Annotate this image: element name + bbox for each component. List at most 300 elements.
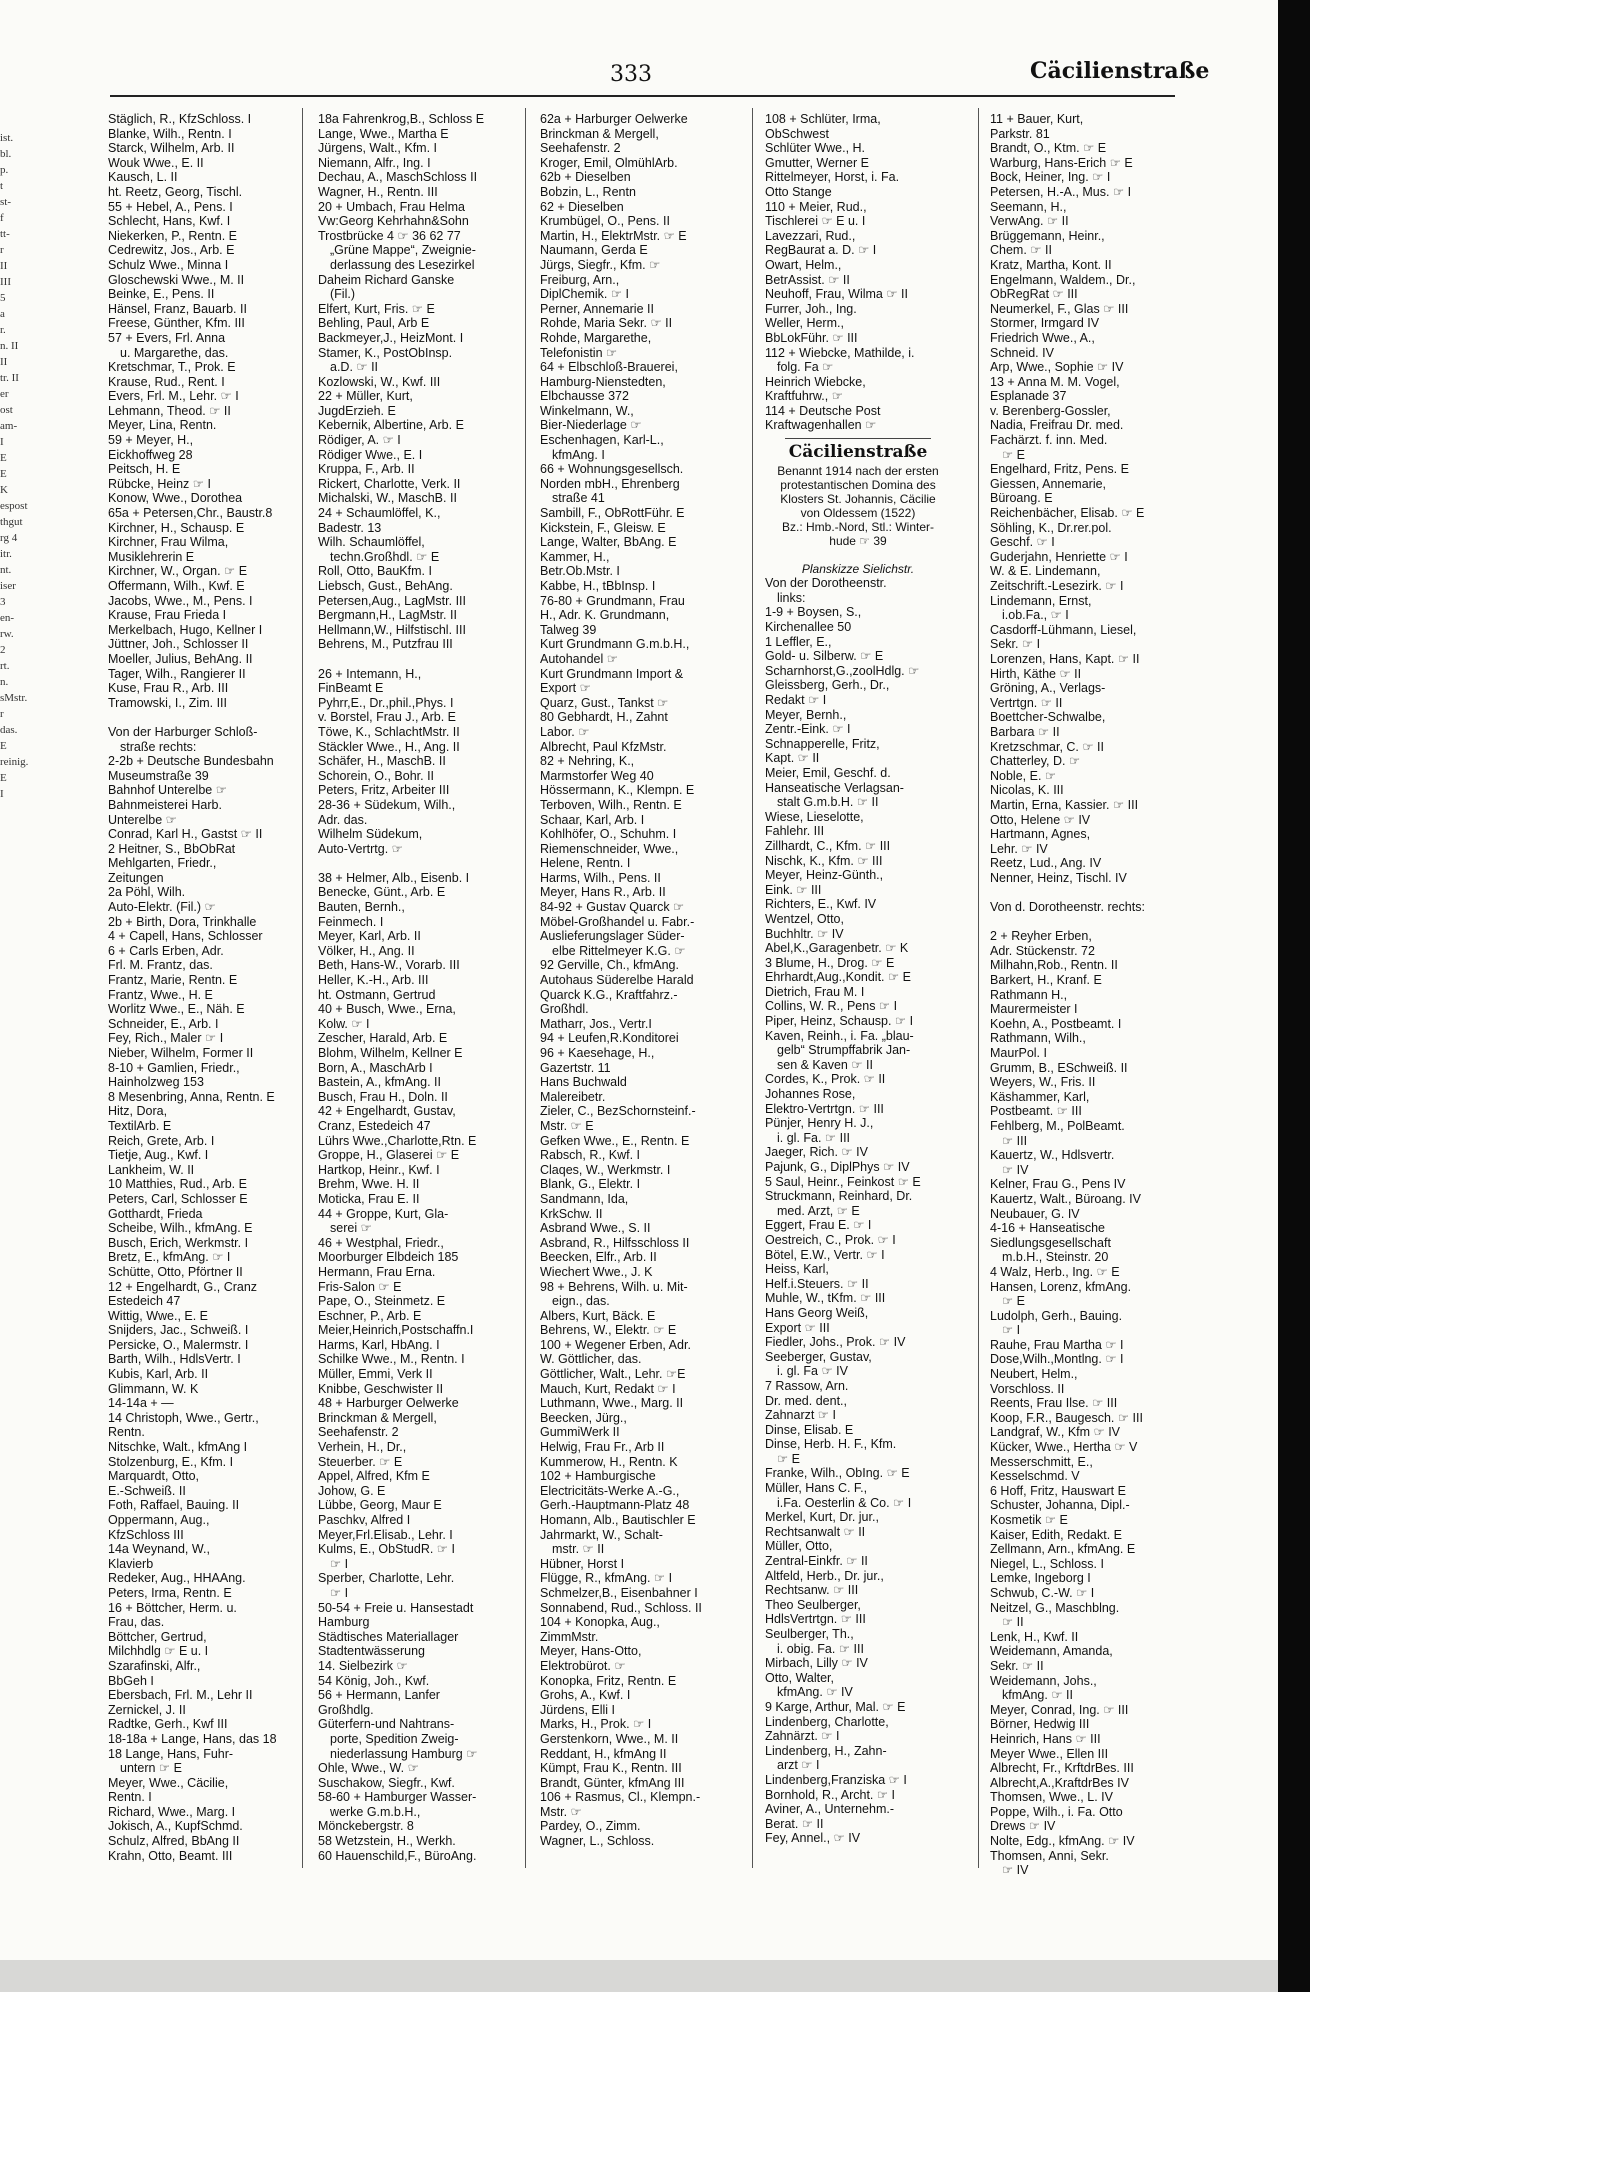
directory-entry: Lindemann, Ernst, — [990, 593, 1092, 608]
directory-entry: Kauertz, Walt., Büroang. IV — [990, 1191, 1141, 1206]
directory-entry: Brüggemann, Heinr., — [990, 228, 1105, 243]
directory-entry: untern ☞ E — [120, 1761, 182, 1776]
directory-entry: Hansen, Lorenz, kfmAng. — [990, 1279, 1132, 1294]
directory-entry: Lorenzen, Hans, Kapt. ☞ II — [990, 651, 1140, 666]
directory-entry: ☞ III — [1002, 1133, 1028, 1148]
directory-entry: Blanke, Wilh., Rentn. I — [108, 126, 232, 141]
directory-entry: Lührs Wwe.,Charlotte,Rtn. E — [318, 1133, 477, 1148]
margin-fragment: sMstr. — [0, 692, 28, 704]
directory-entry: 55 + Hebel, A., Pens. I — [108, 199, 233, 214]
directory-entry: Lankheim, W. II — [108, 1162, 195, 1177]
directory-entry: werke G.m.b.H., — [330, 1804, 421, 1819]
directory-entry: Schlecht, Hans, Kwf. I — [108, 214, 231, 229]
directory-entry: ObRegRat ☞ III — [990, 287, 1078, 302]
directory-entry: VerwAng. ☞ II — [990, 214, 1069, 229]
margin-fragment: ost — [0, 404, 13, 416]
directory-entry: Moorburger Elbdeich 185 — [318, 1250, 459, 1265]
directory-entry: med. Arzt, ☞ E — [777, 1203, 860, 1218]
directory-entry: Frantz, Wwe., H. E — [108, 987, 213, 1002]
directory-entry: Auto-Vertrtg. ☞ — [318, 841, 403, 856]
directory-entry: Schwub, C.-W. ☞ I — [990, 1585, 1095, 1600]
directory-entry: porte, Spedition Zweig- — [330, 1731, 459, 1746]
directory-entry: Peters, Carl, Schlosser E — [108, 1191, 248, 1206]
directory-entry: ☞ I — [1002, 1323, 1021, 1338]
directory-entry: Tischlerei ☞ E u. I — [765, 214, 866, 229]
directory-entry: Wagner, L., Schloss. — [540, 1834, 655, 1849]
directory-entry: Milchhdlg ☞ E u. I — [108, 1644, 209, 1659]
directory-entry: Bier-Niederlage ☞ — [540, 418, 642, 433]
directory-entry: Rittelmeyer, Horst, i. Fa. — [765, 170, 900, 185]
directory-entry — [990, 885, 1176, 900]
directory-entry: Söhling, K., Dr.rer.pol. — [990, 520, 1112, 535]
directory-entry: Thomsen, Anni, Sekr. — [990, 1848, 1109, 1863]
directory-entry: Autohandel ☞ — [540, 651, 618, 666]
directory-entry: 94 + Leufen,R.Konditorei — [540, 1031, 679, 1046]
directory-entry: Norden mbH., Ehrenberg — [540, 476, 680, 491]
directory-entry: HdlsVertrtgn. ☞ III — [765, 1612, 866, 1627]
directory-entry: 1 Leffler, E., — [765, 634, 832, 649]
directory-entry: Starck, Wilhelm, Arb. II — [108, 141, 235, 156]
directory-entry: Rentn. — [108, 1425, 145, 1440]
directory-entry: 9 Karge, Arthur, Mal. ☞ E — [765, 1699, 906, 1714]
directory-entry: Schneider, E., Arb. I — [108, 1016, 219, 1031]
directory-entry: ☞ I — [330, 1585, 349, 1600]
directory-entry: i. gl. Fa. ☞ III — [777, 1130, 851, 1145]
directory-entry: Grumm, B., ESchweiß. II — [990, 1060, 1128, 1075]
directory-entry: Kretschmar, T., Prok. E — [108, 360, 236, 375]
street-intro-line: Benannt 1914 nach der ersten — [777, 463, 939, 478]
directory-entry: 14a Weynand, W., — [108, 1542, 210, 1557]
directory-entry: ☞ E — [1002, 1294, 1026, 1309]
directory-entry: Richard, Wwe., Marg. I — [108, 1804, 236, 1819]
directory-entry: Hainholzweg 153 — [108, 1075, 204, 1090]
directory-entry: Beinke, E., Pens. II — [108, 287, 215, 302]
directory-entry: 5 Saul, Heinr., Feinkost ☞ E — [765, 1174, 921, 1189]
directory-entry: Rauhe, Frau Martha ☞ I — [990, 1337, 1124, 1352]
directory-entry: Reents, Frau Ilse. ☞ III — [990, 1396, 1118, 1411]
directory-entry: Eschenhagen, Karl-L., — [540, 433, 664, 448]
directory-entry: ht. Reetz, Georg, Tischl. — [108, 184, 243, 199]
directory-entry: Cordes, K., Prok. ☞ II — [765, 1072, 886, 1087]
margin-fragment: am- — [0, 420, 18, 432]
directory-entry: Seulberger, Th., — [765, 1627, 854, 1641]
directory-entry: Konopka, Fritz, Rentn. E — [540, 1673, 677, 1688]
directory-entry: Giessen, Annemarie, — [990, 476, 1107, 491]
directory-entry: Asbrand, R., Hilfsschloss II — [540, 1235, 690, 1250]
directory-entry: 76-80 + Grundmann, Frau — [540, 593, 685, 608]
directory-entry: 16 + Böttcher, Herm. u. — [108, 1600, 237, 1615]
directory-entry: Schulz Wwe., Minna I — [108, 257, 229, 272]
directory-entry: Pyhrr,E., Dr.,phil.,Phys. I — [318, 695, 454, 710]
directory-entry: „Grüne Mappe“, Zweignie- — [330, 243, 476, 258]
directory-entry: Kruppa, F., Arb. II — [318, 462, 415, 477]
directory-entry: Export ☞ — [540, 681, 591, 696]
directory-entry: 62b + Dieselben — [540, 170, 631, 185]
directory-entry: Knibbe, Geschwister II — [318, 1381, 444, 1396]
column-divider — [752, 108, 753, 1868]
directory-column-4 — [765, 112, 951, 1846]
directory-entry: 50-54 + Freie u. Hansestadt — [318, 1600, 474, 1615]
directory-entry: Bahnmeisterei Harb. — [108, 797, 222, 812]
directory-entry: Pajunk, G., DiplPhys ☞ IV — [765, 1160, 910, 1174]
directory-entry: Ebersbach, Frl. M., Lehr II — [108, 1688, 253, 1703]
margin-fragment: itr. — [0, 548, 12, 560]
directory-entry: 22 + Müller, Kurt, — [318, 389, 413, 404]
directory-entry: Kelner, Frau G., Pens IV — [990, 1177, 1126, 1192]
directory-entry: Electricitäts-Werke A.-G., — [540, 1483, 680, 1498]
directory-entry: Labor. ☞ — [540, 724, 590, 739]
margin-fragment: rg 4 — [0, 532, 18, 544]
directory-entry: Marquardt, Otto, — [108, 1469, 200, 1484]
directory-entry: Musiklehrerin E — [108, 549, 195, 564]
directory-entry: Fris-Salon ☞ E — [318, 1279, 402, 1294]
directory-entry: Beecken, Elfr., Arb. II — [540, 1250, 657, 1265]
directory-entry: 106 + Rasmus, Cl., Klempn.- — [540, 1790, 701, 1805]
directory-entry: Rathmann, Wilh., — [990, 1031, 1086, 1046]
margin-fragment: t — [0, 180, 4, 192]
directory-entry: Reetz, Lud., Ang. IV — [990, 856, 1102, 871]
directory-entry: Möbel-Großhandel u. Fabr.- — [540, 914, 695, 929]
directory-entry: Geschf. ☞ I — [990, 535, 1055, 550]
directory-entry: Adr. das. — [318, 812, 368, 827]
directory-entry: Brandt, Günter, kfmAng III — [540, 1775, 685, 1790]
directory-entry: Asbrand Wwe., S. II — [540, 1221, 651, 1236]
directory-entry: Wiese, Lieselotte, — [765, 809, 864, 824]
directory-entry: Born, A., MaschArb I — [318, 1060, 433, 1075]
directory-entry: Theo Seulberger, — [765, 1597, 861, 1612]
directory-entry: Bornhold, R., Archt. ☞ I — [765, 1787, 896, 1802]
directory-entry: Behling, Paul, Arb E — [318, 316, 430, 331]
directory-entry: Jürgs, Siegfr., Kfm. ☞ — [540, 257, 661, 272]
directory-entry: 92 Gerville, Ch., kfmAng. — [540, 958, 679, 973]
directory-entry: 14. Sielbezirk ☞ — [318, 1658, 408, 1673]
directory-entry: Frl. M. Frantz, das. — [108, 958, 213, 973]
directory-entry: Martin, H., ElektrMstr. ☞ E — [540, 228, 687, 243]
directory-entry: 38 + Helmer, Alb., Eisenb. I — [318, 870, 470, 885]
directory-entry: m.b.H., Steinstr. 20 — [1002, 1250, 1109, 1265]
directory-entry: Elektro-Vertrtgn. ☞ III — [765, 1101, 884, 1116]
directory-entry: gelb“ Strumpffabrik Jan- — [777, 1043, 911, 1058]
directory-entry: Von d. Dorotheenstr. rechts: — [990, 900, 1145, 915]
directory-entry: Bock, Heiner, Ing. ☞ I — [990, 170, 1111, 185]
directory-entry: H., Adr. K. Grundmann, — [540, 608, 670, 623]
directory-entry: Kurt Grundmann Import & — [540, 666, 684, 681]
directory-entry: Behrens, W., Elektr. ☞ E — [540, 1323, 677, 1338]
directory-entry: 82 + Nehring, K., — [540, 754, 635, 769]
directory-entry: Bastein, A., kfmAng. II — [318, 1075, 441, 1090]
directory-entry: Müller, Hans C. F., — [765, 1481, 868, 1496]
directory-entry: Grohs, A., Kwf. I — [540, 1688, 631, 1703]
directory-entry: Eickhoffweg 28 — [108, 447, 193, 462]
directory-entry: Krahn, Otto, Beamt. III — [108, 1848, 233, 1863]
directory-entry: Malereibetr. — [540, 1089, 606, 1104]
directory-entry: Rechtsanw. ☞ III — [765, 1583, 859, 1598]
directory-entry: Dechau, A., MaschSchloss II — [318, 170, 478, 185]
directory-entry: Struckmann, Reinhard, Dr. — [765, 1189, 913, 1204]
directory-entry: MaurPol. I — [990, 1046, 1047, 1060]
directory-entry: Nitschke, Walt., kfmAng I — [108, 1440, 248, 1455]
directory-entry: Meyer,Frl.Elisab., Lehr. I — [318, 1527, 453, 1542]
directory-entry: Friedrich Wwe., A., — [990, 330, 1095, 345]
directory-entry: Vw:Georg Kehrhahn&Sohn — [318, 214, 469, 229]
section-rule — [785, 438, 931, 439]
directory-entry: Kirchner, W., Organ. ☞ E — [108, 564, 248, 579]
street-intro-line: Klosters St. Johannis, Cäcilie — [780, 491, 936, 506]
directory-entry: Terboven, Wilh., Rentn. E — [540, 797, 682, 812]
margin-fragment: p. — [0, 164, 9, 176]
directory-entry: Berat. ☞ II — [765, 1816, 824, 1831]
directory-entry: Fey, Annel., ☞ IV — [765, 1831, 861, 1846]
directory-entry: Hans Georg Weiß, — [765, 1305, 869, 1320]
directory-entry: 2-2b + Deutsche Bundesbahn — [108, 754, 274, 769]
directory-entry: Trostbrücke 4 ☞ 36 62 77 — [318, 228, 461, 243]
directory-entry: Export ☞ III — [765, 1320, 830, 1335]
directory-entry: Weidemann, Johs., — [990, 1673, 1097, 1688]
directory-entry: Niemann, Alfr., Ing. I — [318, 155, 431, 170]
directory-entry: Albers, Kurt, Bäck. E — [540, 1308, 656, 1323]
directory-entry: 54 König, Joh., Kwf. — [318, 1673, 430, 1688]
directory-entry: derlassung des Lesezirkel — [330, 257, 475, 272]
directory-entry: Riemenschneider, Wwe., — [540, 841, 679, 856]
directory-entry: Cedrewitz, Jos., Arb. E — [108, 243, 235, 258]
directory-entry: Lange, Wwe., Martha E — [318, 126, 449, 141]
margin-fragment: en- — [0, 612, 15, 624]
directory-entry: Großhdl. — [540, 1002, 589, 1017]
directory-column-5 — [990, 112, 1176, 1878]
directory-entry: Quarck K.G., Kraftfahrz.- — [540, 987, 678, 1002]
directory-entry: Michalski, W., MaschB. II — [318, 491, 457, 506]
directory-entry: Groppe, H., Glaserei ☞ E — [318, 1148, 460, 1163]
directory-entry: Lavezzari, Rud., — [765, 228, 856, 243]
directory-entry: techn.Großhdl. ☞ E — [330, 549, 440, 564]
directory-entry: Benecke, Günt., Arb. E — [318, 885, 446, 900]
directory-entry: Meyer, Hans R., Arb. II — [540, 885, 666, 900]
directory-entry: 28-36 + Südekum, Wilh., — [318, 797, 456, 812]
directory-entry: Messerschmitt, E., — [990, 1454, 1093, 1469]
directory-entry: Postbeamt. ☞ III — [990, 1104, 1082, 1119]
directory-entry: ☞ E — [1002, 447, 1026, 462]
directory-entry: Hamburg — [318, 1615, 370, 1630]
directory-entry: Albrecht, Fr., KrftdrBes. III — [990, 1761, 1134, 1776]
directory-entry: Foth, Raffael, Bauing. II — [108, 1498, 240, 1513]
directory-entry: Pape, O., Steinmetz. E — [318, 1294, 446, 1309]
directory-entry: ht. Ostmann, Gertrud — [318, 987, 436, 1002]
directory-entry: Kuse, Frau R., Arb. III — [108, 681, 229, 696]
directory-entry: Kümpt, Frau K., Rentn. III — [540, 1761, 682, 1776]
directory-entry: 6 + Carls Erben, Adr. — [108, 943, 224, 958]
directory-entry: Weller, Herm., — [765, 316, 844, 331]
directory-entry: Brinckman & Mergell, — [540, 126, 659, 141]
directory-entry: Eschner, P., Arb. E — [318, 1308, 422, 1323]
directory-entry: Jüttner, Joh., Schlosser II — [108, 637, 249, 652]
directory-entry: Wilhelm Südekum, — [318, 827, 423, 842]
directory-entry: Pardey, O., Zimm. — [540, 1819, 641, 1834]
directory-entry: Mirbach, Lilly ☞ IV — [765, 1656, 868, 1671]
directory-entry: Rentn. I — [108, 1790, 152, 1805]
directory-entry: mstr. ☞ II — [552, 1542, 605, 1557]
directory-entry: Bergmann,H., LagMstr. II — [318, 608, 457, 623]
directory-entry: Meyer Wwe., Ellen III — [990, 1746, 1109, 1761]
directory-entry: Niekerken, P., Rentn. E — [108, 228, 238, 243]
directory-entry: 110 + Meier, Rud., — [765, 199, 867, 214]
directory-entry: Hirth, Käthe ☞ II — [990, 666, 1082, 681]
directory-entry: Peters, Irma, Rentn. E — [108, 1585, 232, 1600]
directory-column-3 — [540, 112, 726, 1849]
directory-entry: Redakt ☞ I — [765, 693, 827, 707]
directory-entry: Kozlowski, W., Kwf. III — [318, 374, 441, 389]
directory-entry: 104 + Konopka, Aug., — [540, 1615, 660, 1630]
directory-entry: Lübbe, Georg, Maur E — [318, 1498, 442, 1513]
directory-entry: FinBeamt E — [318, 681, 384, 696]
directory-entry: Stäglich, R., KfzSchloss. I — [108, 112, 252, 126]
directory-entry: Krause, Rud., Rent. I — [108, 374, 225, 389]
directory-entry: Oppermann, Aug., — [108, 1513, 210, 1527]
directory-entry: Gmutter, Werner E — [765, 155, 869, 170]
directory-entry: Rabsch, R., Kwf. I — [540, 1148, 641, 1163]
directory-entry: Neubert, Helm., — [990, 1367, 1078, 1382]
directory-entry: Hartkop, Heinr., Kwf. I — [318, 1162, 440, 1177]
directory-entry: Fey, Rich., Maler ☞ I — [108, 1031, 224, 1046]
directory-entry — [108, 710, 294, 725]
directory-entry: Lindenberg, H., Zahn- — [765, 1743, 887, 1758]
directory-entry: Quarz, Gust., Tankst ☞ — [540, 695, 669, 710]
directory-entry: BbGeh I — [108, 1673, 154, 1688]
directory-entry: Jokisch, A., KupfSchmd. — [108, 1819, 243, 1834]
directory-entry: Lindenberg,Franziska ☞ I — [765, 1772, 907, 1787]
directory-entry: Müller, Emmi, Verk II — [318, 1367, 433, 1382]
directory-entry: Landgraf, W., Kfm ☞ IV — [990, 1425, 1121, 1440]
directory-entry: 58-60 + Hamburger Wasser- — [318, 1790, 477, 1805]
directory-entry: Glimmann, W. K — [108, 1381, 199, 1396]
directory-entry: Johannes Rose, — [765, 1087, 856, 1102]
directory-entry — [990, 915, 1176, 930]
directory-entry: E.-Schweiß. II — [108, 1483, 186, 1498]
directory-entry: Albrecht,A.,KraftdrBes IV — [990, 1775, 1129, 1790]
directory-entry: Behrens, M., Putzfrau III — [318, 637, 453, 652]
directory-entry: Esplanade 37 — [990, 389, 1067, 404]
directory-entry: Perner, Annemarie II — [540, 301, 654, 316]
directory-entry: Lemke, Ingeborg I — [990, 1571, 1091, 1586]
directory-entry: Mönckebergstr. 8 — [318, 1819, 414, 1834]
directory-entry: Krumbügel, O., Pens. II — [540, 214, 670, 229]
directory-entry: Neubauer, G. IV — [990, 1206, 1080, 1221]
directory-entry: Rübcke, Heinz ☞ I — [108, 476, 211, 491]
directory-entry: Museumstraße 39 — [108, 768, 209, 783]
directory-entry: Heller, K.-H., Arb. III — [318, 973, 429, 988]
directory-entry: elbe Rittelmeyer K.G. ☞ — [552, 943, 686, 958]
directory-entry: 100 + Wegener Erben, Adr. — [540, 1337, 691, 1352]
directory-entry: Stolzenburg, E., Kfm. I — [108, 1454, 234, 1469]
directory-entry: Eggert, Frau E. ☞ I — [765, 1218, 872, 1233]
directory-entry: Hänsel, Franz, Bauarb. II — [108, 301, 247, 316]
directory-entry: Boettcher-Schwalbe, — [990, 710, 1106, 725]
directory-entry: Zeitschrift.-Lesezirk. ☞ I — [990, 579, 1124, 593]
directory-entry: Thomsen, Wwe., L. IV — [990, 1790, 1113, 1805]
margin-fragment: E — [0, 452, 7, 464]
directory-entry: Scharnhorst,G.,zoolHdlg. ☞ — [765, 663, 920, 678]
directory-entry: Verhein, H., Dr., — [318, 1440, 407, 1455]
directory-entry: 57 + Evers, Frl. Anna — [108, 330, 226, 345]
directory-entry: Güterfern-und Nahtrans- — [318, 1717, 455, 1732]
directory-entry: Meyer, Heinz-Günth., — [765, 868, 884, 883]
directory-entry: Meyer, Karl, Arb. II — [318, 929, 421, 944]
directory-entry: Seehafenstr. 2 — [318, 1425, 399, 1440]
directory-entry: Tietje, Aug., Kwf. I — [108, 1148, 209, 1163]
directory-entry: Otto, Helene ☞ IV — [990, 812, 1091, 827]
directory-entry: Freese, Günther, Kfm. III — [108, 316, 245, 331]
margin-fragment: r — [0, 244, 4, 256]
directory-entry: 13 + Anna M. M. Vogel, — [990, 374, 1120, 389]
directory-entry: Stormer, Irmgard IV — [990, 316, 1100, 331]
street-intro-line: von Oldessem (1522) — [800, 505, 916, 520]
directory-entry: 48 + Harburger Oelwerke — [318, 1396, 459, 1411]
directory-entry: Siedlungsgesellschaft — [990, 1235, 1111, 1250]
directory-entry: Nicolas, K. III — [990, 783, 1064, 798]
directory-entry: Flügge, R., kfmAng. ☞ I — [540, 1571, 673, 1586]
directory-entry: 1-9 + Boysen, S., — [765, 605, 862, 620]
directory-entry: Brehm, Wwe. H. II — [318, 1177, 420, 1192]
directory-entry: Kratz, Martha, Kont. II — [990, 257, 1112, 272]
directory-entry: Offermann, Wilh., Kwf. E — [108, 579, 245, 593]
directory-entry: 18a Fahrenkrog,B., Schloss E — [318, 112, 485, 126]
directory-entry: Müller, Otto, — [765, 1539, 833, 1554]
column-divider — [525, 108, 526, 1868]
directory-entry: 2a Pöhl, Wilh. — [108, 885, 186, 900]
directory-entry: 108 + Schlüter, Irma, — [765, 112, 881, 126]
directory-entry: 4-16 + Hanseatische — [990, 1221, 1106, 1236]
directory-entry: 84-92 + Gustav Quarck ☞ — [540, 900, 685, 915]
directory-entry: Fiedler, Johs., Prok. ☞ IV — [765, 1335, 906, 1350]
directory-entry: Dose,Wilh.,Montlng. ☞ I — [990, 1352, 1124, 1367]
directory-entry: Zeitungen — [108, 870, 164, 885]
margin-fragment: I — [0, 436, 4, 448]
directory-entry: KrkSchw. II — [540, 1206, 603, 1221]
directory-entry: Fahlehr. III — [765, 824, 825, 839]
directory-entry: Seehafenstr. 2 — [540, 141, 621, 156]
directory-entry: Schuster, Johanna, Dipl.- — [990, 1498, 1130, 1513]
directory-entry: Piper, Heinz, Schausp. ☞ I — [765, 1014, 914, 1029]
directory-entry: Bobzin, L., Rentn — [540, 184, 636, 199]
directory-entry: Rathmann H., — [990, 987, 1068, 1002]
margin-fragment: n. — [0, 676, 9, 688]
directory-entry: Gröning, A., Verlags- — [990, 681, 1106, 696]
directory-entry: Zescher, Harald, Arb. E — [318, 1031, 448, 1046]
directory-entry: Telefonistin ☞ — [540, 345, 618, 360]
directory-entry: (Fil.) — [330, 287, 355, 302]
margin-fragment: 5 — [0, 292, 6, 304]
directory-entry: Eink. ☞ III — [765, 882, 822, 897]
margin-fragment: II — [0, 356, 8, 368]
directory-entry: Elbchausse 372 — [540, 389, 629, 404]
directory-entry: Barbara ☞ II — [990, 724, 1060, 739]
directory-entry: Weyers, W., Fris. II — [990, 1075, 1096, 1090]
directory-entry: Kulms, E., ObStudR. ☞ I — [318, 1542, 455, 1557]
directory-entry: Böttcher, Gertrud, — [108, 1629, 207, 1644]
directory-entry: JugdErzieh. E — [318, 403, 396, 418]
directory-entry: kfmAng. ☞ IV — [777, 1685, 853, 1700]
directory-entry: Gerstenkorn, Wwe., M. II — [540, 1731, 679, 1746]
directory-entry: Neitzel, G., Maschblng. — [990, 1600, 1120, 1615]
margin-fragment: espost — [0, 500, 28, 512]
directory-entry: Daheim Richard Ganske — [318, 272, 455, 287]
directory-entry: Kirchner, Frau Wilma, — [108, 535, 229, 550]
directory-entry: Kickstein, F., Gleisw. E — [540, 520, 666, 535]
column-divider — [302, 108, 303, 1868]
directory-entry: Göttlicher, Walt., Lehr. ☞E — [540, 1367, 686, 1382]
directory-entry: BetrAssist. ☞ II — [765, 272, 850, 287]
directory-entry: ZimmMstr. — [540, 1629, 599, 1644]
directory-entry: 4 + Capell, Hans, Schlosser — [108, 929, 263, 944]
